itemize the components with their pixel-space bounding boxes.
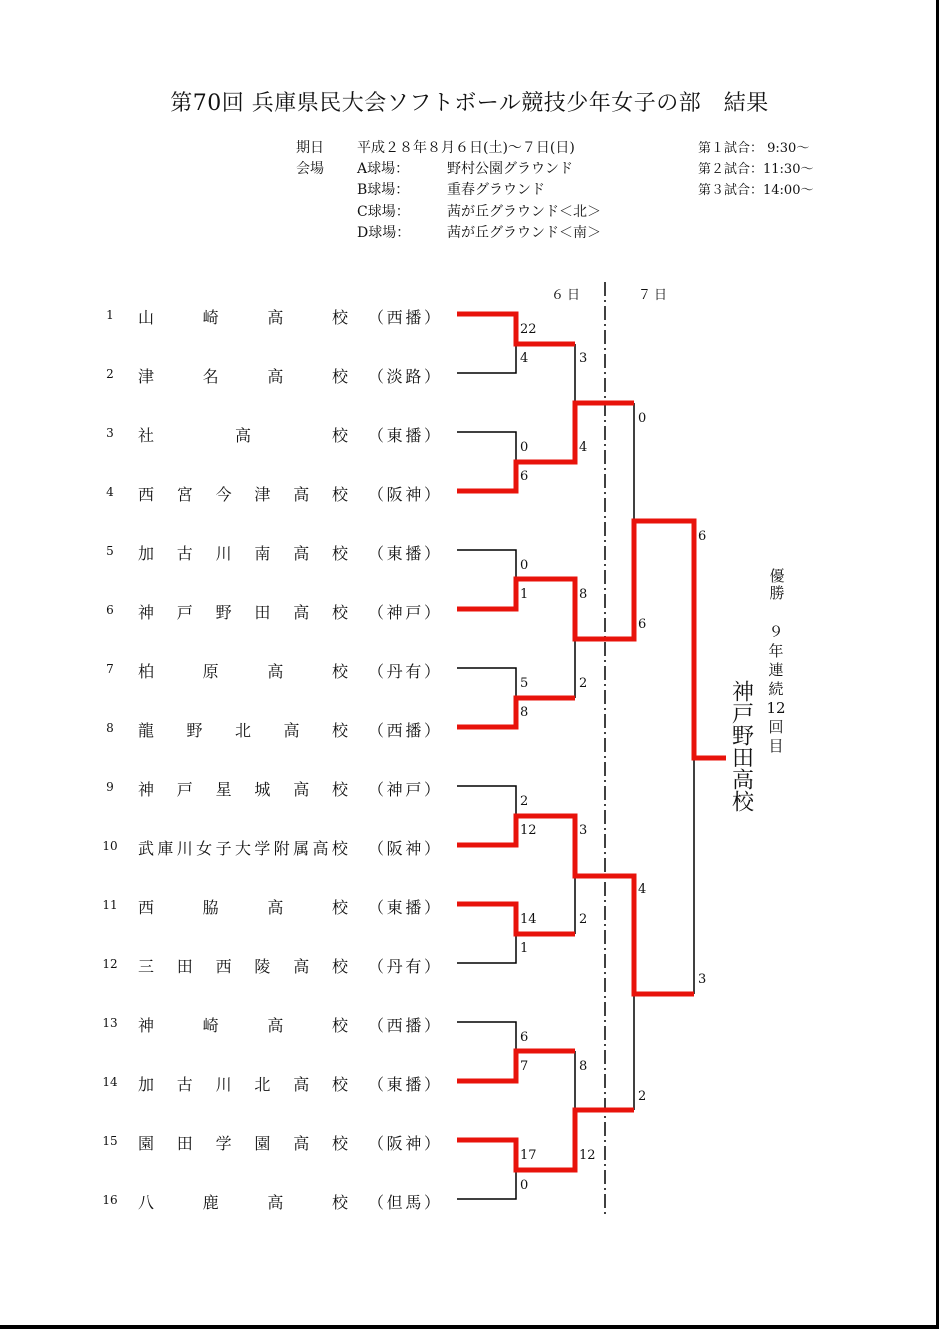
team-number: 5 [106, 544, 114, 558]
date-value: 平成２８年８月６日(土)～７日(日) [357, 140, 575, 156]
team-number: 6 [106, 603, 114, 617]
score-r2: 2 [579, 676, 588, 691]
score-final: 3 [698, 972, 707, 987]
score-r2: 8 [579, 587, 588, 602]
score-semi: 6 [638, 617, 647, 632]
streak-char: 続 [768, 680, 784, 698]
team-region: （ 東 播 ） [368, 544, 440, 563]
team-row [100, 305, 445, 325]
streak-char: 12 [766, 699, 786, 717]
team-number: 8 [106, 721, 114, 735]
score-r1: 12 [520, 823, 537, 838]
team-number: 7 [106, 662, 114, 676]
venue-label: 会場 [296, 161, 324, 177]
team-region: （ 西 播 ） [368, 308, 440, 327]
team-row [100, 1013, 445, 1033]
streak-char: 回 [768, 718, 784, 736]
team-row [100, 777, 445, 797]
score-semi: 0 [638, 411, 647, 426]
champion-text: 神戸野田高校 [728, 680, 754, 812]
team-region: （ 阪 神 ） [368, 839, 440, 858]
team-name: 西 宮 今 津 高 校 [138, 485, 348, 504]
team-number: 10 [102, 839, 118, 853]
score-r2: 12 [579, 1148, 596, 1163]
score-r1: 6 [520, 469, 529, 484]
score-r1: 4 [520, 351, 529, 366]
team-region: （ 丹 有 ） [368, 957, 440, 976]
team-region: （ 西 播 ） [368, 1016, 440, 1035]
page-title: 第70回 兵庫県民大会ソフトボール競技少年女子の部 結果 [170, 91, 769, 116]
score-r1: 22 [520, 322, 537, 337]
team-name: 山 崎 高 校 [138, 308, 348, 327]
venue-a-name: A球場： [357, 161, 410, 177]
team-row [100, 1131, 445, 1151]
game-time-3: 第３試合：14:00～ [698, 183, 814, 198]
game-time-2: 第２試合：11:30～ [698, 162, 814, 177]
team-region: （ 東 播 ） [368, 426, 440, 445]
team-row [100, 600, 445, 620]
score-r1: 2 [520, 794, 529, 809]
score-r2: 2 [579, 912, 588, 927]
score-semi: 4 [638, 882, 647, 897]
champion-name [724, 680, 758, 812]
streak-char: 連 [768, 661, 784, 679]
team-region: （ 神 戸 ） [368, 780, 440, 799]
score-r1: 1 [520, 587, 529, 602]
score-r1: 5 [520, 676, 529, 691]
venue-b-name: B球場： [357, 182, 410, 198]
team-number: 9 [106, 780, 114, 794]
team-name: 神 戸 野 田 高 校 [138, 603, 348, 622]
team-row [100, 1190, 445, 1210]
team-region: （ 神 戸 ） [368, 603, 440, 622]
team-name: 園 田 学 園 高 校 [138, 1134, 348, 1153]
team-name: 三 田 西 陵 高 校 [138, 957, 348, 976]
team-name: 西 脇 高 校 [138, 898, 348, 917]
score-r1: 8 [520, 705, 529, 720]
team-row [100, 954, 445, 974]
team-name: 柏 原 高 校 [138, 662, 348, 681]
team-name: 神 戸 星 城 高 校 [138, 780, 348, 799]
score-r1: 0 [520, 440, 529, 455]
score-r2: 3 [579, 823, 588, 838]
team-number: 14 [102, 1075, 118, 1089]
team-number: 13 [102, 1016, 118, 1030]
team-row [100, 895, 445, 915]
winner-label [758, 565, 794, 756]
team-number: 16 [102, 1193, 118, 1207]
score-r1: 0 [520, 1178, 529, 1193]
score-semi: 2 [638, 1089, 647, 1104]
score-r2: 3 [579, 351, 588, 366]
team-row [100, 718, 445, 738]
team-number: 12 [102, 957, 118, 971]
game-time-1: 第１試合： 9:30～ [698, 141, 810, 156]
score-r1: 1 [520, 941, 529, 956]
team-region: （ 東 播 ） [368, 898, 440, 917]
team-row [100, 423, 445, 443]
team-number: 2 [106, 367, 114, 381]
team-name: 津 名 高 校 [138, 367, 348, 386]
venue-d-place: 茜が丘グラウンド＜南＞ [447, 225, 601, 241]
team-row [100, 541, 445, 561]
streak-char: 年 [768, 642, 784, 660]
team-name: 八 鹿 高 校 [138, 1193, 348, 1212]
venue-d-name: D球場： [357, 225, 411, 241]
team-row [100, 482, 445, 502]
score-r1: 14 [520, 912, 537, 927]
team-region: （ 阪 神 ） [368, 1134, 440, 1153]
team-region: （ 阪 神 ） [368, 485, 440, 504]
score-r1: 17 [520, 1148, 537, 1163]
team-name: 龍 野 北 高 校 [138, 721, 348, 740]
score-final: 6 [698, 529, 707, 544]
score-r1: 0 [520, 558, 529, 573]
score-r2: 4 [579, 440, 588, 455]
team-name: 社 高 校 [138, 426, 348, 445]
score-r1: 6 [520, 1030, 529, 1045]
team-number: 15 [102, 1134, 118, 1148]
team-region: （ 丹 有 ） [368, 662, 440, 681]
team-row [100, 364, 445, 384]
team-name: 加 古 川 北 高 校 [138, 1075, 348, 1094]
team-row [100, 1072, 445, 1092]
team-row [100, 836, 445, 856]
day-2-label: ７日 [638, 288, 671, 303]
team-region: （ 但 馬 ） [368, 1193, 440, 1212]
venue-a-place: 野村公園グラウンド [447, 161, 573, 177]
venue-b-place: 重春グラウンド [447, 182, 545, 198]
team-region: （ 西 播 ） [368, 721, 440, 740]
team-number: 11 [102, 898, 118, 912]
team-name: 神 崎 高 校 [138, 1016, 348, 1035]
day-1-label: ６日 [551, 288, 584, 303]
team-region: （ 淡 路 ） [368, 367, 440, 386]
team-number: 4 [106, 485, 114, 499]
score-r2: 8 [579, 1059, 588, 1074]
team-name: 武 庫 川 女 子 大 学 附 属 高 校 [138, 839, 348, 858]
score-r1: 7 [520, 1059, 529, 1074]
team-number: 3 [106, 426, 114, 440]
team-region: （ 東 播 ） [368, 1075, 440, 1094]
venue-c-name: C球場： [357, 204, 410, 220]
winner-title: 優勝 [767, 568, 786, 602]
streak-char: ９ [768, 623, 784, 641]
team-number: 1 [106, 308, 114, 322]
date-label: 期日 [296, 140, 324, 156]
streak-char: 目 [768, 737, 784, 755]
venue-c-place: 茜が丘グラウンド＜北＞ [447, 204, 601, 220]
team-name: 加 古 川 南 高 校 [138, 544, 348, 563]
team-row [100, 659, 445, 679]
